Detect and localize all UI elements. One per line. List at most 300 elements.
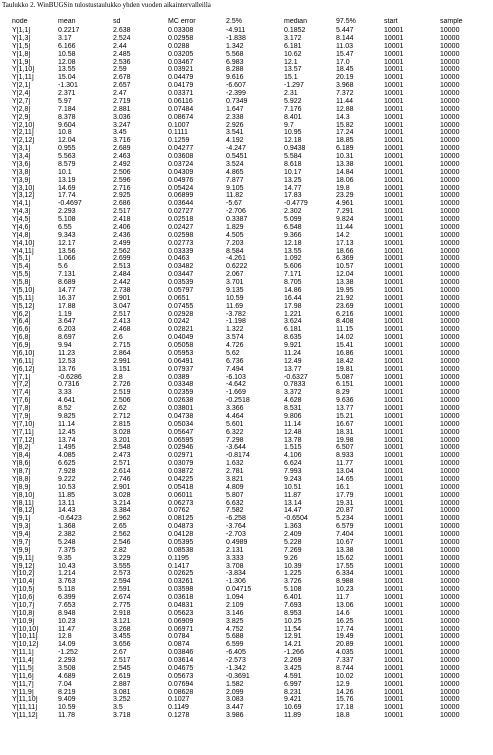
cell-node: Y[10,10] <box>12 625 39 633</box>
cell-sample: 10000 <box>440 373 460 381</box>
cell-node: Y[11,12] <box>12 712 38 720</box>
cell-mc-error: 0.05034 <box>168 420 194 428</box>
cell-pct-2-5: -6.607 <box>226 82 246 90</box>
cell-node: Y[11,10] <box>12 696 38 704</box>
cell-start: 10001 <box>384 578 404 586</box>
cell-sd: 2.901 <box>113 483 131 491</box>
cell-pct-2-5: 3.146 <box>226 609 244 617</box>
cell-start: 10001 <box>384 657 404 664</box>
cell-mc-error: 0.03608 <box>168 153 194 160</box>
cell-mc-error: 0.04179 <box>168 82 194 90</box>
cell-mean: 1.368 <box>58 523 76 531</box>
cell-pct-2-5: 5.568 <box>226 50 244 58</box>
cell-sample: 10000 <box>440 468 460 475</box>
cell-mc-error: 0.05418 <box>168 483 194 491</box>
cell-sd: 2.716 <box>113 184 131 192</box>
cell-sample: 10000 <box>440 420 460 428</box>
cell-node: Y[5,11] <box>12 294 34 302</box>
cell-mean: 14.09 <box>58 641 76 649</box>
cell-sample: 10000 <box>440 507 460 515</box>
cell-node: Y[8,4] <box>12 452 31 460</box>
cell-start: 10001 <box>384 664 404 672</box>
cell-node: Y[7,8] <box>12 405 31 412</box>
cell-sample: 10000 <box>440 326 460 334</box>
cell-sample: 10000 <box>440 27 460 34</box>
cell-sd: 2.918 <box>113 609 131 617</box>
cell-node: Y[10,9] <box>12 617 35 625</box>
cell-start: 10001 <box>384 641 404 649</box>
cell-mean: -0.6286 <box>58 373 82 381</box>
table-row <box>12 673 490 681</box>
cell-mc-error: 0.03482 <box>168 263 194 271</box>
column-header-mean: mean <box>58 18 76 25</box>
cell-sd: 2.638 <box>113 27 131 34</box>
cell-median: 12.49 <box>284 357 302 365</box>
cell-mc-error: 0.05424 <box>168 184 194 192</box>
cell-pct-97-5: 19.8 <box>336 184 350 192</box>
cell-pct-2-5: 6.983 <box>226 58 244 66</box>
cell-sample: 10000 <box>440 113 460 121</box>
cell-pct-2-5: 7.582 <box>226 507 244 515</box>
cell-sample: 10000 <box>440 318 460 326</box>
cell-mc-error: 0.03308 <box>168 27 194 34</box>
cell-sample: 10000 <box>440 688 460 696</box>
cell-mc-error: 0.04675 <box>168 664 194 672</box>
cell-mc-error: 0.06971 <box>168 625 194 633</box>
cell-pct-97-5: 8.144 <box>336 34 354 42</box>
cell-mean: 6.55 <box>58 223 72 231</box>
cell-median: 5.228 <box>284 538 302 546</box>
cell-mean: 16.37 <box>58 294 76 302</box>
cell-node: Y[7,1] <box>12 373 31 381</box>
cell-median: 9.921 <box>284 342 302 349</box>
cell-node: Y[6,9] <box>12 342 31 349</box>
cell-pct-97-5: 13.38 <box>336 160 354 168</box>
cell-node: Y[3,6] <box>12 160 31 168</box>
cell-node: Y[10,6] <box>12 594 35 601</box>
cell-node: Y[11,5] <box>12 664 34 672</box>
cell-median: 3.624 <box>284 318 302 326</box>
cell-pct-97-5: 7.337 <box>336 657 354 664</box>
table-row <box>12 224 490 232</box>
cell-median: 1.225 <box>284 570 302 578</box>
table-row <box>12 326 490 334</box>
cell-sd: 2.864 <box>113 349 131 357</box>
cell-pct-2-5: 2.781 <box>226 468 244 475</box>
cell-mean: 0.7316 <box>58 381 80 389</box>
cell-node: Y[9,12] <box>12 562 35 570</box>
cell-node: Y[4,6] <box>12 223 31 231</box>
cell-mc-error: 0.02638 <box>168 397 194 405</box>
cell-sd: 2.746 <box>113 475 131 483</box>
cell-start: 10001 <box>384 231 404 239</box>
cell-mean: 10.58 <box>58 50 76 58</box>
cell-start: 10001 <box>384 349 404 357</box>
cell-pct-97-5: 23.29 <box>336 192 354 200</box>
cell-sd: 2.418 <box>113 216 131 223</box>
cell-sd: 2.463 <box>113 153 131 160</box>
cell-sample: 10000 <box>440 672 460 680</box>
cell-start: 10001 <box>384 263 404 271</box>
cell-pct-2-5: 5.688 <box>226 633 244 641</box>
cell-start: 10001 <box>384 609 404 617</box>
cell-start: 10001 <box>384 145 404 153</box>
statistics-table <box>12 18 490 720</box>
table-row <box>12 27 490 35</box>
cell-pct-97-5: 6.334 <box>336 570 354 578</box>
cell-start: 10001 <box>384 672 404 680</box>
cell-node: Y[6,2] <box>12 310 31 318</box>
cell-median: 10.51 <box>284 483 302 491</box>
cell-mc-error: 0.03261 <box>168 578 194 586</box>
table-row <box>12 208 490 216</box>
cell-median: 8.618 <box>284 160 302 168</box>
cell-median: 13.77 <box>284 365 302 373</box>
cell-median: -0.4779 <box>284 200 308 208</box>
cell-start: 10001 <box>384 208 404 216</box>
cell-start: 10001 <box>384 216 404 223</box>
cell-pct-2-5: -2.399 <box>226 90 246 97</box>
cell-pct-97-5: 10.57 <box>336 263 354 271</box>
cell-pct-97-5: 23.69 <box>336 302 354 310</box>
cell-start: 10001 <box>384 688 404 696</box>
cell-node: Y[6,11] <box>12 357 34 365</box>
cell-median: 14.77 <box>284 184 302 192</box>
cell-median: 6.401 <box>284 594 302 601</box>
cell-sample: 10000 <box>440 302 460 310</box>
cell-pct-97-5: 18.8 <box>336 712 350 720</box>
cell-pct-97-5: 15.82 <box>336 121 354 129</box>
cell-pct-97-5: 18.85 <box>336 137 354 145</box>
cell-sd: 2.59 <box>113 66 127 74</box>
cell-pct-97-5: 13.06 <box>336 601 354 609</box>
cell-sample: 10000 <box>440 129 460 137</box>
cell-start: 10001 <box>384 286 404 294</box>
cell-median: 13.14 <box>284 499 302 507</box>
cell-start: 10001 <box>384 271 404 279</box>
cell-start: 10001 <box>384 499 404 507</box>
table-row <box>12 507 490 515</box>
cell-sample: 10000 <box>440 192 460 200</box>
cell-sd: 2.67 <box>113 649 127 657</box>
cell-start: 10001 <box>384 428 404 436</box>
cell-mc-error: 0.05623 <box>168 609 194 617</box>
cell-start: 10001 <box>384 192 404 200</box>
column-header-sample: sample <box>440 18 463 25</box>
cell-pct-2-5: -3.764 <box>226 523 246 531</box>
cell-pct-2-5: 0.3387 <box>226 216 248 223</box>
cell-mc-error: 0.03447 <box>168 271 194 279</box>
cell-sample: 10000 <box>440 389 460 397</box>
cell-node: Y[1,3] <box>12 34 31 42</box>
cell-mc-error: 0.03348 <box>168 381 194 389</box>
cell-start: 10001 <box>384 168 404 176</box>
table-row <box>12 531 490 539</box>
cell-mean: 13.56 <box>58 247 76 255</box>
cell-pct-2-5: -0.8174 <box>226 452 250 460</box>
cell-pct-2-5: 2.926 <box>226 121 244 129</box>
cell-pct-97-5: 14.84 <box>336 168 354 176</box>
cell-pct-97-5: 5.087 <box>336 373 354 381</box>
table-row <box>12 413 490 421</box>
cell-mc-error: 0.06595 <box>168 436 194 444</box>
cell-pct-2-5: -0.3691 <box>226 672 250 680</box>
cell-sd: 2.591 <box>113 586 131 594</box>
table-row <box>12 271 490 279</box>
cell-median: 10.17 <box>284 168 302 176</box>
table-row <box>12 311 490 319</box>
cell-mc-error: 0.02773 <box>168 239 194 247</box>
cell-sample: 10000 <box>440 397 460 405</box>
cell-sd: 2.594 <box>113 578 131 586</box>
table-row <box>12 476 490 484</box>
cell-mc-error: 0.03371 <box>168 90 194 97</box>
table-row <box>12 279 490 287</box>
cell-mc-error: 0.03079 <box>168 460 194 468</box>
cell-start: 10001 <box>384 74 404 82</box>
cell-sd: 2.775 <box>113 601 131 609</box>
cell-node: Y[1,9] <box>12 58 31 66</box>
cell-mean: 8.579 <box>58 160 76 168</box>
cell-mean: 15.04 <box>58 74 76 82</box>
cell-median: 3.425 <box>284 664 302 672</box>
cell-start: 10001 <box>384 200 404 208</box>
cell-node: Y[4,5] <box>12 216 31 223</box>
cell-node: Y[11,4] <box>12 657 34 664</box>
cell-sample: 10000 <box>440 601 460 609</box>
cell-median: 11.24 <box>284 349 301 357</box>
cell-mean: 10.1 <box>58 168 72 176</box>
cell-mc-error: 0.07937 <box>168 365 194 373</box>
cell-pct-97-5: 14.65 <box>336 475 354 483</box>
cell-node: Y[3,12] <box>12 192 35 200</box>
cell-sample: 10000 <box>440 223 460 231</box>
cell-pct-2-5: -0.2518 <box>226 397 250 405</box>
table-row <box>12 153 490 161</box>
cell-mean: 4.641 <box>58 397 76 405</box>
cell-sd: 2.44 <box>113 42 127 50</box>
cell-mean: 6.166 <box>58 42 76 50</box>
table-row <box>12 185 490 193</box>
cell-mean: 11.14 <box>58 420 75 428</box>
cell-sample: 10000 <box>440 294 460 302</box>
cell-node: Y[2,8] <box>12 105 31 113</box>
cell-pct-2-5: -3.644 <box>226 444 246 452</box>
cell-median: 9.421 <box>284 696 302 704</box>
cell-mean: -1.301 <box>58 82 78 90</box>
column-header-median: median <box>284 18 307 25</box>
cell-sd: 2.548 <box>113 444 131 452</box>
table-row <box>12 145 490 153</box>
cell-sd: 2.62 <box>113 405 127 412</box>
table-row <box>12 492 490 500</box>
cell-mean: 7.928 <box>58 468 76 475</box>
cell-pct-2-5: 7.877 <box>226 176 244 184</box>
table-row <box>12 82 490 90</box>
cell-mean: 9.222 <box>58 475 76 483</box>
cell-node: Y[4,11] <box>12 247 34 255</box>
cell-node: Y[8,2] <box>12 444 31 452</box>
cell-median: 8.231 <box>284 688 302 696</box>
cell-start: 10001 <box>384 523 404 531</box>
cell-mc-error: 0.04976 <box>168 176 194 184</box>
cell-mean: 7.653 <box>58 601 76 609</box>
cell-node: Y[4,3] <box>12 208 31 216</box>
cell-median: 12.1 <box>284 58 298 66</box>
cell-node: Y[8,7] <box>12 468 31 475</box>
cell-mc-error: 0.06116 <box>168 97 193 105</box>
table-row <box>12 358 490 366</box>
cell-start: 10001 <box>384 649 404 657</box>
cell-sd: 3.45 <box>113 129 127 137</box>
cell-sample: 10000 <box>440 617 460 625</box>
cell-sample: 10000 <box>440 452 460 460</box>
cell-pct-97-5: 6.216 <box>336 310 354 318</box>
table-row <box>12 389 490 397</box>
cell-pct-2-5: 1.094 <box>226 594 244 601</box>
cell-median: 0.9438 <box>284 145 306 153</box>
cell-mean: 8.948 <box>58 609 76 617</box>
cell-sample: 10000 <box>440 554 460 562</box>
cell-pct-97-5: 20.19 <box>336 74 354 82</box>
table-row <box>12 192 490 200</box>
cell-mean: 7.184 <box>58 105 76 113</box>
cell-sample: 10000 <box>440 538 460 546</box>
cell-sd: 2.82 <box>113 546 127 554</box>
cell-sample: 10000 <box>440 436 460 444</box>
cell-median: 7.171 <box>284 271 302 279</box>
cell-pct-97-5: 17.0 <box>336 58 350 66</box>
cell-pct-2-5: 1.582 <box>226 680 244 688</box>
cell-mean: 12.08 <box>58 58 76 66</box>
cell-sample: 10000 <box>440 334 460 342</box>
cell-start: 10001 <box>384 82 404 90</box>
cell-sample: 10000 <box>440 145 460 153</box>
cell-mean: 11.23 <box>58 349 75 357</box>
cell-sd: 2.506 <box>113 397 131 405</box>
cell-median: 11.89 <box>284 712 301 720</box>
table-row <box>12 397 490 405</box>
table-row <box>12 421 490 429</box>
cell-pct-97-5: 18.31 <box>336 428 354 436</box>
cell-pct-97-5: 16.86 <box>336 349 354 357</box>
cell-sd: 3.247 <box>113 121 131 129</box>
table-row <box>12 66 490 74</box>
cell-mean: 6.399 <box>58 594 76 601</box>
cell-sd: 2.473 <box>113 452 131 460</box>
cell-pct-2-5: 1.829 <box>226 223 244 231</box>
cell-pct-2-5: -3.834 <box>226 570 246 578</box>
cell-pct-97-5: 6.507 <box>336 444 354 452</box>
cell-pct-2-5: 1.647 <box>226 105 244 113</box>
cell-pct-2-5: -4.642 <box>226 381 246 389</box>
cell-sample: 10000 <box>440 90 460 97</box>
cell-node: Y[10,11] <box>12 633 38 641</box>
cell-mc-error: 0.05647 <box>168 428 194 436</box>
cell-start: 10001 <box>384 113 404 121</box>
cell-mean: 5.108 <box>58 216 76 223</box>
cell-sd: 2.901 <box>113 294 131 302</box>
cell-pct-2-5: 4.809 <box>226 483 244 491</box>
cell-mc-error: 0.08538 <box>168 546 194 554</box>
cell-node: Y[7,10] <box>12 420 35 428</box>
cell-node: Y[3,9] <box>12 176 31 184</box>
cell-pct-2-5: 8.584 <box>226 247 244 255</box>
cell-node: Y[4,8] <box>12 231 31 239</box>
table-row <box>12 547 490 555</box>
cell-mean: 9.343 <box>58 231 76 239</box>
cell-mean: 2.293 <box>58 657 76 664</box>
cell-node: Y[11,9] <box>12 688 34 696</box>
cell-start: 10001 <box>384 34 404 42</box>
table-row <box>12 129 490 137</box>
cell-median: 14.21 <box>284 641 302 649</box>
cell-start: 10001 <box>384 105 404 113</box>
cell-median: 7.993 <box>284 468 302 475</box>
cell-sample: 10000 <box>440 349 460 357</box>
cell-pct-97-5: 16.1 <box>336 483 350 491</box>
cell-start: 10001 <box>384 90 404 97</box>
cell-node: Y[10,2] <box>12 570 35 578</box>
cell-mean: 13.55 <box>58 66 76 74</box>
cell-median: 5.108 <box>284 586 302 594</box>
cell-pct-97-5: 8.933 <box>336 452 354 460</box>
cell-sd: 2.517 <box>113 310 131 318</box>
cell-median: 6.624 <box>284 460 302 468</box>
cell-start: 10001 <box>384 562 404 570</box>
cell-mc-error: 0.03339 <box>168 247 194 255</box>
table-row <box>12 484 490 492</box>
cell-sample: 10000 <box>440 121 460 129</box>
cell-sample: 10000 <box>440 231 460 239</box>
cell-pct-2-5: 4.726 <box>226 342 244 349</box>
cell-mc-error: 0.02598 <box>168 231 194 239</box>
cell-mean: 2.293 <box>58 208 76 216</box>
cell-mean: 5.563 <box>58 153 76 160</box>
cell-node: Y[9,3] <box>12 523 31 531</box>
cell-sample: 10000 <box>440 712 460 720</box>
cell-pct-97-5: 5.234 <box>336 515 354 523</box>
cell-start: 10001 <box>384 704 404 712</box>
cell-median: 1.221 <box>284 310 302 318</box>
cell-node: Y[8,10] <box>12 491 35 499</box>
cell-mc-error: 0.05058 <box>168 342 194 349</box>
cell-mc-error: 0.05953 <box>168 349 194 357</box>
cell-median: 13.78 <box>284 436 302 444</box>
cell-start: 10001 <box>384 129 404 137</box>
cell-mc-error: 0.1111 <box>168 129 188 137</box>
cell-pct-2-5: 6.632 <box>226 499 244 507</box>
cell-mean: 11.47 <box>58 625 75 633</box>
cell-sample: 10000 <box>440 255 460 263</box>
cell-sd: 3.455 <box>113 633 131 641</box>
cell-mean: 5.248 <box>58 538 76 546</box>
cell-mc-error: 0.1259 <box>168 137 190 145</box>
cell-mean: 11.78 <box>58 712 75 720</box>
cell-pct-97-5: 8.408 <box>336 318 354 326</box>
cell-sample: 10000 <box>440 578 460 586</box>
cell-mc-error: 0.07484 <box>168 105 194 113</box>
cell-mean: 12.8 <box>58 633 72 641</box>
cell-sd: 2.925 <box>113 192 131 200</box>
cell-mc-error: 0.02821 <box>168 326 194 334</box>
table-row <box>12 169 490 177</box>
cell-pct-97-5: 15.41 <box>336 342 354 349</box>
cell-sample: 10000 <box>440 271 460 279</box>
cell-start: 10001 <box>384 318 404 326</box>
table-row <box>12 602 490 610</box>
cell-mean: -0.4697 <box>58 200 82 208</box>
